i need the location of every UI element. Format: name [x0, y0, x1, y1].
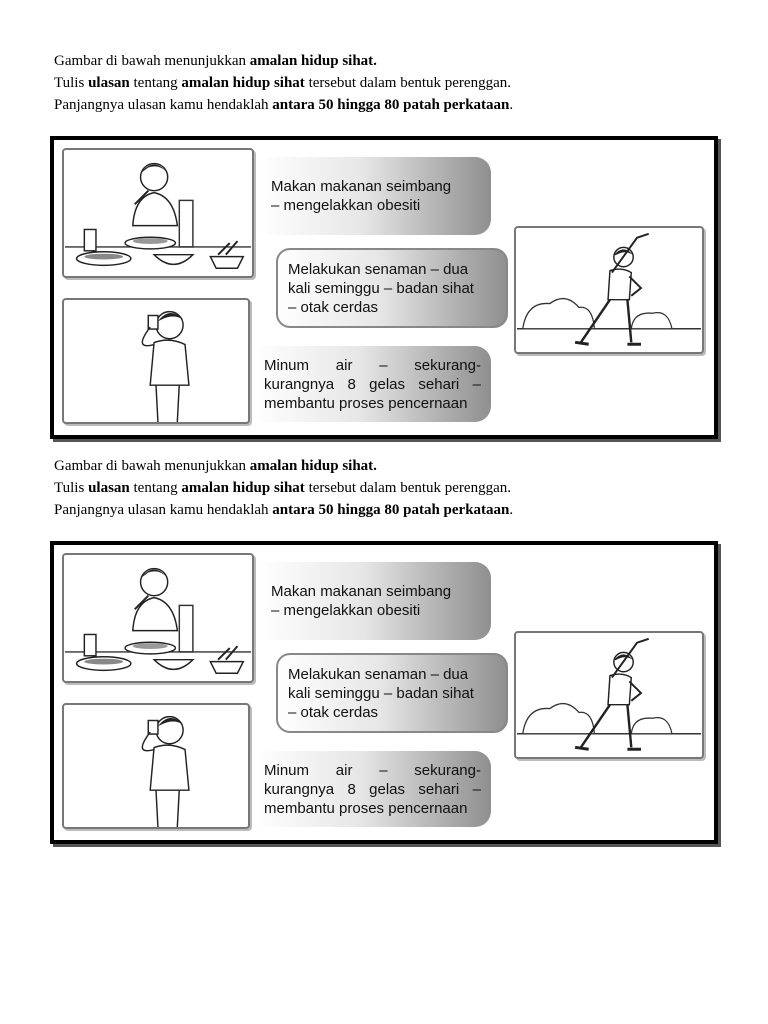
caption-line: kurangnya 8 gelas sehari – — [264, 375, 481, 393]
boy-exercising-illustration — [514, 631, 704, 759]
healthy-eating-caption — [259, 562, 491, 640]
caption-line: – mengelakkan obesiti — [271, 602, 421, 619]
exercise-caption — [276, 653, 508, 733]
healthy-eating-caption — [259, 157, 491, 235]
boy-exercising-illustration — [514, 226, 704, 354]
caption-line: Melakukan senaman – dua — [288, 665, 469, 683]
instructions-2 — [54, 455, 513, 521]
instruction-line: Panjangnya ulasan kamu hendaklah antara 50 hingga 80 patah perkataan. — [54, 97, 514, 113]
instruction-line: Panjangnya ulasan kamu hendaklah antara 50 hingga 80 patah perkataan. — [54, 502, 514, 518]
illustration-panel-1 — [50, 136, 718, 439]
instruction-line: Gambar di bawah menunjukkan amalan hidup sihat. — [54, 53, 377, 69]
drink-water-caption — [254, 751, 491, 827]
caption-line: Minum air – sekurang- — [264, 356, 481, 374]
instruction-line: Gambar di bawah menunjukkan amalan hidup sihat. — [54, 458, 377, 474]
exercise-caption — [276, 248, 508, 328]
drink-water-caption — [254, 346, 491, 422]
instruction-line: Tulis ulasan tentang amalan hidup sihat tersebut dalam bentuk perenggan. — [54, 480, 511, 496]
caption-line: kali seminggu – badan sihat — [288, 684, 474, 702]
boy-drinking-water-illustration — [62, 298, 250, 424]
boy-drinking-water-illustration — [62, 703, 250, 829]
caption-line: Minum air – sekurang- — [264, 761, 481, 779]
illustration-panel-2 — [50, 541, 718, 844]
caption-line: Melakukan senaman – dua — [288, 260, 469, 278]
caption-line: – mengelakkan obesiti — [271, 197, 421, 214]
caption-line: – otak cerdas — [288, 703, 379, 721]
caption-line: Makan makanan seimbang — [271, 178, 452, 195]
caption-line: Makan makanan seimbang — [271, 583, 452, 600]
boy-eating-illustration — [62, 553, 254, 683]
instructions-1 — [54, 50, 513, 116]
caption-line: – otak cerdas — [288, 298, 379, 316]
instruction-line: Tulis ulasan tentang amalan hidup sihat tersebut dalam bentuk perenggan. — [54, 75, 511, 91]
caption-line: membantu proses pencernaan — [264, 394, 468, 412]
caption-line: kali seminggu – badan sihat — [288, 279, 474, 297]
boy-eating-illustration — [62, 148, 254, 278]
caption-line: kurangnya 8 gelas sehari – — [264, 780, 481, 798]
caption-line: membantu proses pencernaan — [264, 799, 468, 817]
